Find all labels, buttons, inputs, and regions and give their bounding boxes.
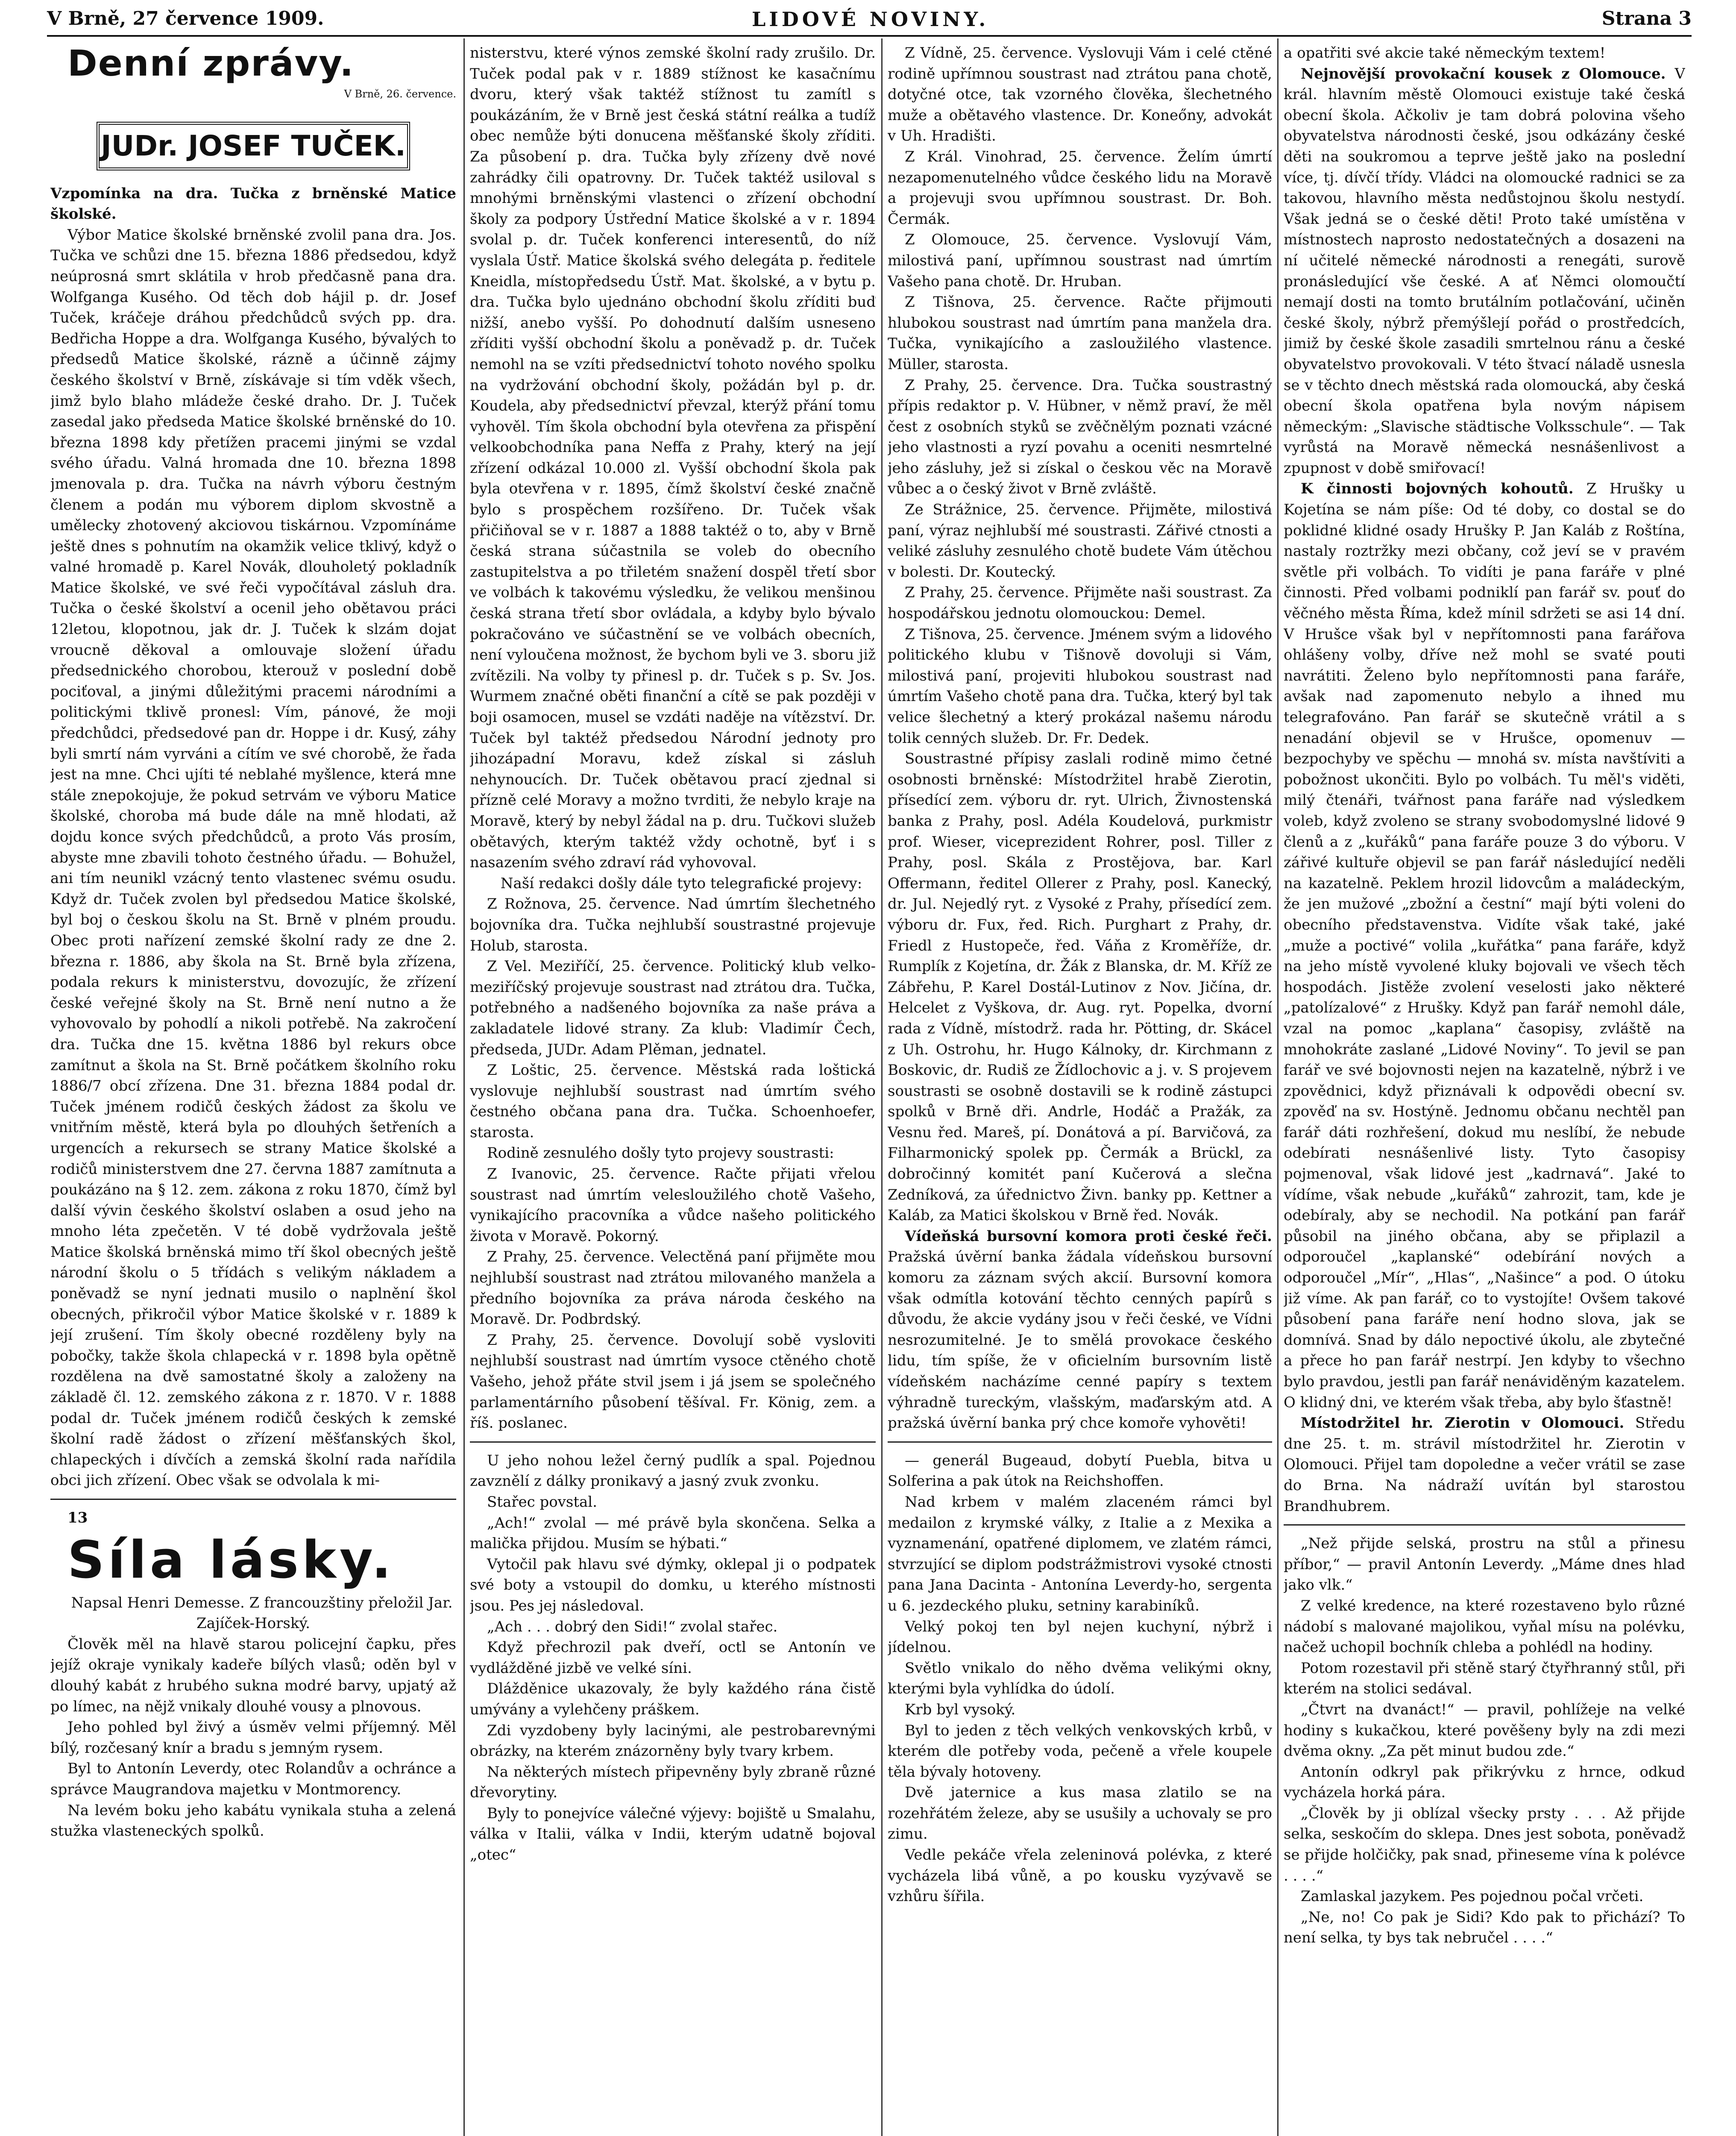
news-body: Z Hrušky u Kojetína se nám píše: Od té doby, co dostal se do poklidné klidné osady Hrušky P. Jan Kaláb z Roštína, nastaly roztržky mezi občany, což jeví se v pravém světle při volbách. To vidíti je pana faráře v plné činnosti. Před volbami podniklí pan farář sv. pouť do věčného města Říma, kdež mínil sdržeti se asi 14 dní. V Hrušce však byl v nepřítomnosti pana farářova ohlášeny volby, dříve než mohl se svaté pouti navrátiti. Želeno bylo nepřítomnosti pana faráře, avšak nad zapomenuto nebylo a ihned mu telegrafováno. Pan farář se skutečně vrátil a s nenadání objevil se v Hrušce, opomenuv — bezpochyby ve spěchu — mnohá sv. místa navštíviti a pobožnost ukončiti. Bylo po volbách. Tu měl's viděti, milý čtenáři, tvářnost pana faráře nad výsledkem voleb, když zvoleno se strany svobodomyslné lidové 9 členů a z „kuřáků“ pana faráře pouze 3 do výboru. V zářivé kultuře objevil se pan farář následující neděli na kazatelně. Peklem hrozil lidovcům a maládeckým, že jen mužové „zbožní a čestní“ mají býti voleni do obecního představenstva. Vidíte však také, jaké „muže a poctivé“ volila „kuřátka“ pana faráře, když na jeho místě vyvolené kluky bojovali ve všech těch hospodách. Jistěže zvolení veselosti jako některé „patolízalové“ z Hrušky. Když pan farář nemohl dále, vzal na pomoc „kaplana“ časopisy, zvláště na mnohokráte zaslané „Lidové Noviny“. To jevil se pan farář ve své bojovnosti nejen na kazatelně, nýbrž i ve zpovědnici, když přiznávali k odpovědi obecní sv. zpověď na sv. Hostýně. Jednomu občanu nechtěl pan farář dáti rozhřešení, dokud mu neslíbí, že nebude odebírati nesnášenlivé listy. Tyto časopisy pojmenoval, však lidové jest „kadrnavá“. Jaké to vídíme, však nebude „kuřáků“ zahrozit, tam, kde je odebíraly, aby se nechodil. Na potkání pan farář působil na jiného občana, aby se připlazil a odporoučel „kaplanské“ odebírání nových a odporoučel „Mír“, „Hlas“, „Našince“ a pod. O útoku již víme. Ak pan farář, co to vystojíte! Ovšem takové působení pana faráře není hodno slova, jak se domnívá. Snad by dálo nepoctivé úkolu, ale zbytečné a přece ho pan farář nestrpí. Jen kdyby to všechno bylo pravdou, jestli pan farář nenáviděným kazatelem. O klidný dni, ve kterém však třeba, aby bylo šťastně!: [1284, 480, 1685, 1411]
serial-paragraph: — generál Bugeaud, dobytí Puebla, bitva u Solferina a pak útok na Reichshoffen.: [888, 1452, 1272, 1490]
column-rule-2: [881, 38, 883, 2136]
page-number: Strana 3: [1601, 8, 1692, 29]
serial-paragraph: Byly to ponejvíce válečné výjevy: bojiště u Smalahu, válka v Italii, válka v Indii, kterým udatně bojoval „otec“: [470, 1804, 876, 1864]
obituary-name-box: JUDr. JOSEF TUČEK.: [97, 122, 410, 170]
telegram: Ze Strážnice, 25. července. Přijměte, milostivá paní, výraz nejhlubší mé soustrasti. Zářivé ctnosti a veliké zásluhy zesnulého chotě budete Vám útěchou v bolesti. Dr. Koutecký.: [888, 501, 1272, 581]
divider: [50, 1499, 456, 1500]
serial-paragraph: Potom rozestavil při stěně starý čtyřhranný stůl, při kterém na stolici sedával.: [1284, 1659, 1685, 1698]
serial-paragraph: „Než přijde selská, prostru na stůl a přinesu příbor,“ — pravil Antonín Leverdy. „Máme dnes hlad jako vlk.“: [1284, 1535, 1685, 1594]
telegram: Z Olomouce, 25. července. Vyslovují Vám, milostivá paní, upřímnou soustrast nad úmrtím Vašeho pana chotě. Dr. Hruban.: [888, 231, 1272, 290]
telegram: Z Král. Vinohrad, 25. července. Želím úmrtí nezapomenutelného vůdce českého lidu na Moravě a projevuji svou upřímnou soustrast. Dr. Boh. Čermák.: [888, 148, 1272, 228]
serial-paragraph: Krb byl vysoký.: [905, 1701, 1016, 1718]
divider: [888, 1441, 1272, 1443]
telegram: Z Prahy, 25. července. Přijměte naši soustrast. Za hospodářskou jednotu olomouckou: Demel.: [888, 584, 1272, 622]
serial-paragraph: Na levém boku jeho kabátu vynikala stuha a zelená stužka vlasteneckých spolků.: [50, 1802, 456, 1840]
serial-paragraph: Člověk měl na hlavě starou policejní čapku, přes jejíž okraje vynikaly kadeře bílých vlasů; oděn byl v dlouhý kabát z hrubého sukna modré barvy, upjatý až po límec, na nějž vnikaly dlouhé vousy a plnovous.: [50, 1635, 456, 1715]
telegram: Z Prahy, 25. července. Dra. Tučka soustrastný přípis redaktor p. V. Hübner, v němž praví, že měl čest z osobních styků se zvěčnělým poznati vzácné jeho vlastnosti a ryzí povahu a oceniti nesmrtelné jeho zásluhy, jež si získal o českou věc na Moravě vůbec a o český život v Brně zvláště.: [888, 376, 1272, 498]
telegram: Z Prahy, 25. července. Velectěná paní přijměte mou nejhlubší soustrast nad ztrátou milovaného manžela a předního bojovníka za práva národa českého na Moravě. Dr. Podbrdský.: [470, 1248, 876, 1328]
column-2: [470, 43, 876, 2136]
telegram: Z Prahy, 25. července. Dovolují sobě vysloviti nejhlubší soustrast nad úmrtím vysoce ctěného chotě Vašeho, jehož přáte stvil jsem i já jsem se společného parlamentárního působení těšíval. Fr. König, zem. a říš. poslanec.: [470, 1331, 876, 1432]
issue-date: V Brně, 27 července 1909.: [47, 8, 324, 29]
section-title: Denní zprávy.: [67, 43, 355, 84]
serial-paragraph: Nad krbem v malém zlaceném rámci byl medailon z krymské války, z Italie a z Mexika a vyznamenání, opatřené diplomem, ve zlatém rámci, stvrzující se diplom podstrážmistrovi vysoké ctnosti pana Jana Dacinta - Antonína Leverdy-ho, sergenta u 6. jezdeckého pluku, setniny karabiníků.: [888, 1493, 1272, 1614]
column-1: [50, 43, 456, 2136]
serial-number: 13: [67, 1509, 88, 1526]
telegram: Z Vídně, 25. července. Vyslovuji Vám i celé ctěné rodině upřímnou soustrast nad ztrátou pana chotě, dotyčné otce, tak vzorného člověka, šlechetného muže a obětavého vlastence. Dr. Koneőny, advokát v Uh. Hradišti.: [888, 44, 1272, 145]
telegram: Z Tišnova, 25. července. Račte přijmouti hlubokou soustrast nad úmrtím pana manžela dra. Tučka, vynikajícího a zasloužilého vlastence. Müller, starosta.: [888, 293, 1272, 373]
serial-paragraph: Byl to jeden z těch velkých venkovských krbů, v kterém dle potřeby voda, pečeně a vřele koupele těla bývaly hotoveny.: [888, 1722, 1272, 1781]
condolence-list: Soustrastné přípisy zaslali rodině mimo četné osobnosti brněnské: Místodržitel hrabě Zierotin, přísedící zem. výboru dr. ryt. Ulrich, Živnostenská banka z Prahy, posl. Adéla Koudelová, purkmistr prof. Wieser, viceprezident Rohrer, posl. Tiller z Prahy, posl. Skála z Prostějova, bar. Karl Offermann, ředitel Ollerer z Prahy, posl. Kanecký, dr. Jul. Nejedlý ryt. z Vysoké z Prahy, přísedící zem. výboru dr. Fux, řed. Rich. Purghart z Prahy, dr. Friedl z Hustopeče, řed. Váňa z Kroměříže, dr. Rumplík z Kojetína, dr. Žák z Blanska, dr. M. Kříž ze Zábřehu, P. Karel Dostál-Lutinov z Nov. Jičína, dr. Helcelet z Vyškova, dr. Aug. ryt. Popelka, dvorní rada z Vídně, místodrž. rada hr. Pötting, dr. Skácel z Uh. Ostrohu, hr. Hugo Kálnoky, dr. Kirchmann z Boskovic, dr. Rudiš ze Žídlochovic a j. v. S projevem soustrasti se osobně dostavili se k rodině zástupci spolků v Brně dři. Andrle, Hodáč a Pražák, za Vesnu řed. Mareš, pí. Donátová a pí. Barvičová, za Filharmonický spolek pp. Čermák a Brückl, za dobročinný komitét paní Kučerová a slečna Zedníková, za úřednictvo Živn. banky pp. Kettner a Kaláb, za Matici školskou v Brně řed. Novák.: [888, 750, 1272, 1224]
news-item: [888, 1226, 1272, 1434]
news-body: V král. hlavním městě Olomouci existuje také česká obecní škola. Ačkoliv je tam dobrá polovina všeho obyvatelstva národnosti české, jsou odkázány české děti na soukromou a teprve ještě jako na poslední více, tj. dívčí třídy. Vládci na olomoucké radnici se za takovou, hlavního města nedůstojnou školu nestydí. Však jedná se o české děti! Proto také umístěna v místnostech naprosto nedostatečných a dosazeni na ní učitelé německé národnosti a renegáti, surově pronásledující vše české. A ať Němci olomoučtí nemají dosti na tomto brutálním potlačování, učiněn české školy, nýbrž přemýšlejí pořád o prostředcích, jimiž by české škole zasadili smrtelnou ránu a české obyvatelstvo provokovali. V této štvací náladě usnesla se v těchto dnech městská rada olomoucká, aby česká obecní škola opatřena byla novým nápisem německým: „Slavische städtische Volksschule“. — Tak vyrůstá na Moravě německá nesnášenlivost a zpupnost v době smiřovací!: [1284, 65, 1685, 477]
serial-paragraph: Když přechrozil pak dveří, octl se Antonín ve vydlážděné jizbě ve velké síni.: [470, 1639, 876, 1677]
masthead-title: LIDOVÉ NOVINY.: [752, 8, 989, 31]
serial-paragraph: Byl to Antonín Leverdy, otec Rolandův a ochránce a správce Maugrandova majetku v Montmorency.: [50, 1760, 456, 1798]
serial-paragraph: Zamlaskal jazykem. Pes pojednou počal vrčeti.: [1301, 1888, 1644, 1905]
news-item: [1284, 64, 1685, 479]
serial-paragraph: Vytočil pak hlavu své dýmky, oklepal ji o podpatek své boty a vstoupil do domku, u kterého místnosti jsou. Pes jej následoval.: [470, 1555, 876, 1614]
article-body: Výbor Matice školské brněnské zvolil pana dra. Jos. Tučka ve schůzi dne 15. března 1886 předsedou, když neúprosná smrt sklátila v hrob předčasně pana dra. Wolfganga Kusého. Od těch dob hájil p. dr. Josef Tuček, kráčeje dráhou předchůdců svých pp. dra. Bedřicha Hoppe a dra. Wolfganga Kusého, bývalých to předsedů Matice školské, rázně a účinně zájmy českého školství v Brně, získávaje si tím vděk všech, jimž bylo blaho mládeže české draho. Dr. J. Tuček zasedal jako předseda Matice školské brněnské do 10. března 1898 kdy přetížen pracemi jinými se vzdal svého úřadu. Valná hromada dne 10. března 1898 jmenovala p. dra. Tučka na návrh výboru čestným členem a podán mu výborem diplom skvostně a umělecky zhotovený akciovou tiskárnou. Vzpomínáme ještě dnes s pohnutím na okamžik velice tklivý, když o valné hromadě p. Karel Novák, dlouholetý pokladník Matice školské, ve své řeči vypočítával zásluh dra. Tučka o české školství a ocenil jeho obětavou práci 12letou, klopotnou, jak dr. J. Tuček k slzám dojat vroucně děkoval a omlouvaje složení úřadu předsednického chorobou, kterouž v poslední době pociťoval, a jinými důležitými pracemi národními a politickými tklivě pronesl: Vím, pánové, že moji předchůdci, předsedové pan dr. Hoppe i dr. Kusý, záhy byli smrtí nám vyrváni a cítím ve své chorobě, že řada jest na mne. Chci ujíti té neblahé myšlence, která mne stále znepokojuje, že pokud setrvám ve výboru Matice školské, choroba má bude dále na mně hlodati, až dojdu konce svých předchůdců, a proto Vás prosím, abyste mne zbavili tohoto čestného úřadu. — Bohužel, ani tím neunikl vzácný tento vlastenec svému osudu. Když dr. Tuček zvolen byl předsedou Matice školské, byl boj o českou školu na St. Brně v plném proudu. Obec proti nařízení zemské školní rady ze dne 2. března r. 1886, aby škola na St. Brně byla zřízena, podala rekurs k ministerstvu, dovozujíc, že zřízení české veřejné školy na St. Brně není nutno a že vyhovovalo by pohodlí a nikoli potřebě. Na zakročení dra. Tučka dne 15. května 1886 byl rekurs obce zamítnut a škola na St. Brně počátkem školního roku 1886/7 obcí zřízena. Dne 31. března 1884 podal dr. Tuček jménem rodičů českých žádost za školu ve vnitřním městě, která byla po dlouhých šetřeních a urgencích a rekursech se strany Matice školské a rodičů ministerstvem dne 27. června 1887 zamítnuta a poukázáno na § 12. zem. zákona z roku 1870, čímž byl další vývin českého školství oslaben a osud jeho na mnoho léta zpečetěn. V té době vydržovala ještě Matice školská brněnská mimo tří škol obecných ještě národní školu o 5 třídách s velikým nákladem a poněvadž se nyní jednati musilo o naplnění škol obecných, přikročil výbor Matice školské v r. 1889 k její zrušení. Tím školy obecné rozděleny byly na pobočky, takže škola chlapecká v r. 1898 byla opětně rozdělena na dvě samostatné školy a založeny na základě čl. 12. zemského zákona z r. 1870. V r. 1888 podal dr. Tuček jménem rodičů českých k zemské školní radě žádost o zřízení měšťanských škol, chlapeckých i dívčích a zemská školní rada nařídila obci jich zřízení. Obec však se odvolala k mi-: [50, 226, 456, 1489]
serial-paragraph: Vedle pekáče vřela zeleninová polévka, z které vycházela libá vůně, a po kousku vyzývavě se vzhůru šířila.: [888, 1846, 1272, 1905]
serial-paragraph: Jeho pohled byl živý a úsměv velmi příjemný. Měl bílý, rozčesaný knír a bradu s jemným rysem.: [50, 1719, 456, 1757]
serial-paragraph: „Člověk by ji oblízal všecky prsty . . . Až přijde selka, seskočím do sklepa. Dnes jest sobota, poněvadž se přijde holčičky, pak snad, přineseme vína k polévce . . . .“: [1284, 1804, 1685, 1884]
news-body: Pražská úvěrní banka žádala vídeňskou bursovní komoru za záznam svých akcií. Bursovní komora však odmítla kotování těchto cenných papírů s důvodu, že akcie vydány jsou v řeči české, ve Vídni nesrozumitelné. Je to smělá provokace českého lidu, tím spíše, že v oficielním bursovním listě vídeňském nacházíme cenné papíry s textem výhradně tureckým, vlašským, maďarským atd. A pražská úvěrní banka prý chce komoře vyhověti!: [888, 1248, 1272, 1432]
serial-paragraph: Dvě jaternice a kus masa zlatilo se na rozehřátém železe, aby se usušily a uchovaly se pro zimu.: [888, 1784, 1272, 1843]
serial-paragraph: Antonín odkryl pak přikrývku z hrnce, odkud vycházela horká pára.: [1284, 1763, 1685, 1802]
serial-paragraph: Na některých místech připevněny byly zbraně různé dřevorytiny.: [470, 1763, 876, 1802]
news-item: [1284, 478, 1685, 1413]
column-4: [1284, 43, 1685, 2136]
serial-paragraph: „Ach!“ zvolal — mé právě byla skončena. Selka a malička přijdou. Musím se hýbati.“: [470, 1514, 876, 1552]
serial-paragraph: „Ne, no! Co pak je Sidi? Kdo pak to přichází? To není selka, ty bys tak nebručel . . . .“: [1284, 1908, 1685, 1947]
news-heading: Nejnovější provokační kousek z Olomouce.: [1301, 65, 1666, 82]
telegram: Z Rožnova, 25. července. Nad úmrtím šlechetného bojovníka dra. Tučka nejhlubší soustrastné projevuje Holub, starosta.: [470, 895, 876, 954]
news-heading: Vídeňská bursovní komora proti české řeči.: [905, 1227, 1272, 1245]
page-header: [47, 4, 1692, 38]
serial-paragraph: „Ach . . . dobrý den Sidi!“ zvolal stařec.: [487, 1618, 778, 1635]
serial-paragraph: Z velké kredence, na které rozestaveno bylo různé nádobí s malované majolikou, vyňal mísu na polévku, načež uchopil bochník chleba a pohlédl na hodiny.: [1284, 1597, 1685, 1656]
news-heading: Místodržitel hr. Zierotin v Olomouci.: [1301, 1414, 1625, 1432]
news-item: [1284, 1413, 1685, 1517]
serial-paragraph: Stařec povstal.: [487, 1493, 597, 1511]
header-rule: [47, 35, 1692, 37]
serial-paragraph: Dlážděnice ukazovaly, že byly každého rána čistě umývány a vylehčeny práškem.: [470, 1680, 876, 1718]
serial-title: Síla lásky.: [67, 1530, 395, 1590]
telegrams-intro: Naší redakci došly dále tyto telegrafické projevy:: [500, 874, 862, 892]
serial-author: Napsal Henri Demesse. Z francouzštiny přeložil Jar. Zajíček-Horský.: [71, 1594, 453, 1632]
serial-paragraph: Zdi vyzdobeny byly lacinými, ale pestrobarevnými obrázky, na kterém znázorněny byly tvary krbem.: [470, 1722, 876, 1760]
column-rule-1: [463, 38, 465, 2136]
column-rule-3: [1277, 38, 1279, 2136]
serial-paragraph: U jeho nohou ležel černý pudlík a spal. Pojednou zavznělí z dálky pronikavý a jasný zvuk zvonku.: [470, 1452, 876, 1490]
telegram: Z Loštic, 25. července. Městská rada loštická vyslovuje nejhlubší soustrast nad úmrtím svého čestného občana pana dra. Tučka. Schoenhoefer, starosta.: [470, 1062, 876, 1141]
divider: [470, 1441, 876, 1443]
article-continuation: nisterstvu, které výnos zemské školní rady zrušilo. Dr. Tuček podal pak v r. 1889 stížnost ke kasačnímu dvoru, který však taktéž stížnost tu zamítl s poukázáním, že v Brně jest česká státní reálka a tudíž obec nemůže býti donucena měšťanské školy zříditi. Za působení p. dra. Tučka byly zřízeny dvě nové zahrádky čili opatrovny. Dr. Tuček taktéž usiloval s mnohými brněnskými vlastenci o zřízení obchodní školy za podpory Ústřední Matice školské a v r. 1894 svolal p. dr. Tuček konferenci interesentů, do níž vyslala Ústř. Matice školská svého delegáta p. ředitele Kneidla, místopředsedu Ústř. Mat. školské, a v bytu p. dra. Tučka bylo ujednáno obchodní školu zříditi buď nižší, anebo vyšší. Po dohodnutí dalším usneseno zříditi vyšší obchodní školu a poněvadž p. dr. Tuček nemohl na se vzíti předsednictví tohoto nového spolku na vydržování obchodní školy, požádán byl p. dr. Koudela, aby předsednictví převzal, kterýž přání tomu vyhověl. Tím škola obchodní byla otevřena za přispění velkoobchodníka pana Neffa z Prahy, který na její zřízení odkázal 10.000 zl. Vyšší obchodní škola pak byla otevřena v r. 1895, čímž školství české značně bylo s prospěchem rozšířeno. Dr. Tuček však přičiňoval se v r. 1887 a 1888 taktéž o to, aby v Brně česká strana súčastnila se voleb do obecního zastupitelstva a po třiletém snažení dospěl třetí sbor ve volbách k takovému výsledku, že velikou menšinou česká strana třetí sbor ovládala, a kdyby bylo bývalo pokračováno ve súčastnění se ve volbách obecních, není vyloučena možnost, že bychom byli ve 3. sboru již zvítězili. Na volby ty přinesl p. dr. Tuček s p. Sv. Jos. Wurmem značné oběti finanční a cítě se pak později v boji osamocen, musel se vzdáti naděje na vítězství. Dr. Tuček byl taktéž předsedou Národní jednoty pro jihozápadní Moravu, kdež získal si zásluh nehynoucích. Dr. Tuček obětavou prací zjednal si přízně celé Moravy a možno tvrditi, že nebylo kraje na Moravě, který by nebyl žádal na p. dru. Tučkovi služeb obětavých, kterým taktéž vždy ochotně, byť i s nasazením svého zdraví rád vyhovoval.: [470, 44, 876, 871]
serial-paragraph: „Čtvrt na dvanáct!“ — pravil, pohlížeje na velké hodiny s kukačkou, které pověšeny byly na zdi mezi dvěma okny. „Za pět minut budou zde.“: [1284, 1701, 1685, 1760]
telegram: Z Tišnova, 25. července. Jménem svým a lidového politického klubu v Tišnově dovoluji si Vám, milostivá paní, projeviti hlubokou soustrast nad úmrtím Vašeho chotě pana dra. Tučka, který byl tak velice šlechetný a který prokázal našemu národu tolik cenných služeb. Dr. Fr. Dedek.: [888, 625, 1272, 747]
divider: [1284, 1524, 1685, 1526]
news-body: Středu dne 25. t. m. strávil místodržitel hr. Zierotin v Olomouci. Přijel tam dopoledne a večer vrátil se zase do Brna. Na nádraží uvítán byl starostou Brandhubrem.: [1284, 1414, 1685, 1515]
serial-paragraph: Světlo vnikalo do něho dvěma velikými okny, kterými byla vyhlídka do údolí.: [888, 1659, 1272, 1698]
telegram: Z Ivanovic, 25. července. Račte přijati vřelou soustrast nad úmrtím velesloužilého chotě Vašeho, vynikajícího pracovníka a vůdce našeho politického života v Moravě. Pokorný.: [470, 1165, 876, 1245]
news-continuation: a opatřiti své akcie také německým textem!: [1284, 44, 1606, 62]
relatives-intro: Rodině zesnulého došly tyto projevy soustrasti:: [487, 1144, 834, 1162]
serial-paragraph: Velký pokoj ten byl nejen kuchyní, nýbrž i jídelnou.: [888, 1618, 1272, 1656]
news-heading: K činnosti bojovných kohoutů.: [1301, 480, 1574, 498]
telegram: Z Vel. Meziříčí, 25. července. Politický klub velko-meziříčský projevuje soustrast nad ztrátou dra. Tučka, potřebného a nadšeného bojovníka za naše práva a zakladatele lidové strany. Za klub: Vladimír Čech, předseda, JUDr. Adam Plěman, jednatel.: [470, 958, 876, 1058]
dateline: V Brně, 26. července.: [344, 88, 456, 100]
article-heading: Vzpomínka na dra. Tučka z brněnské Matice školské.: [50, 185, 456, 223]
column-3: [888, 43, 1272, 2136]
